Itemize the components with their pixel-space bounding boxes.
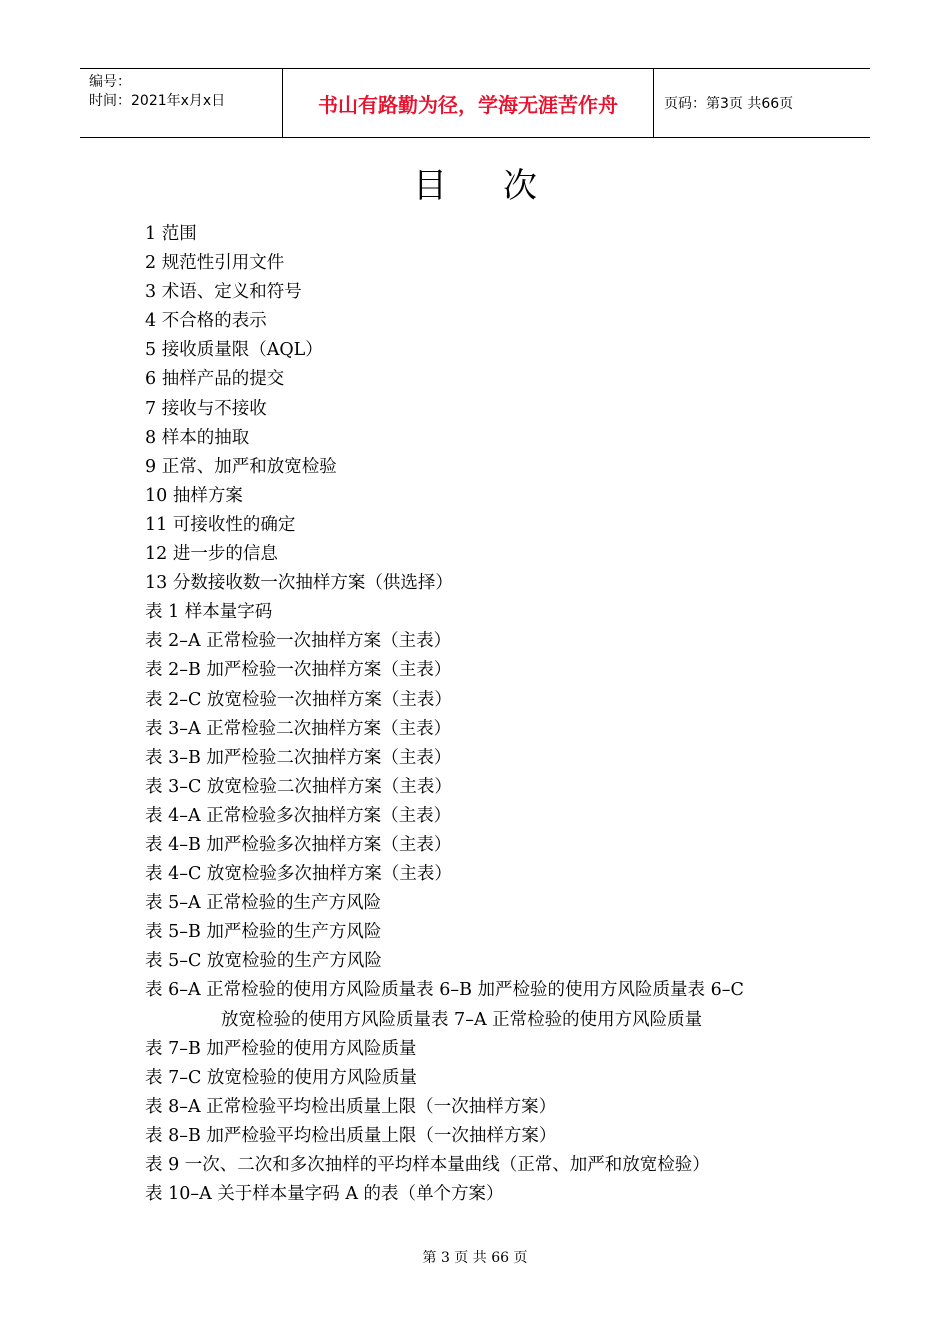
toc-item: 表 2–A 正常检验一次抽样方案（主表） [145,631,452,652]
toc-item: 表 4–C 放宽检验多次抽样方案（主表） [145,864,452,885]
toc-item: 表 3–B 加严检验二次抽样方案（主表） [145,747,452,768]
document-number: 编号： [89,74,131,90]
toc-item: 表 4–B 加严检验多次抽样方案（主表） [145,834,452,855]
header-motto: 书山有路勤为径，学海无涯苦作舟 [282,69,654,137]
toc-item: 表 9 一次、二次和多次抽样的平均样本量曲线（正常、加严和放宽检验） [145,1155,710,1175]
toc-item: 表 4–A 正常检验多次抽样方案（主表） [145,805,452,826]
toc-item: 11 可接收性的确定 [145,514,296,535]
toc-item: 2 规范性引用文件 [145,253,285,274]
toc-item: 表 8–A 正常检验平均检出质量上限（一次抽样方案） [145,1096,557,1117]
toc-item: 6 抽样产品的提交 [145,369,285,390]
toc-item: 5 接收质量限（AQL） [145,340,323,361]
toc-item: 表 5–A 正常检验的生产方风险 [145,893,382,914]
toc-item: 表 10–A 关于样本量字码 A 的表（单个方案） [145,1184,504,1205]
toc-item: 表 7–C 放宽检验的使用方风险质量 [145,1067,417,1088]
toc-item: 表 5–C 放宽检验的生产方风险 [145,951,382,972]
toc-item: 表 5–B 加严检验的生产方风险 [145,922,382,943]
document-date: 时间：2021年x月x日 [89,93,226,109]
header-meta [80,69,282,137]
toc-item: 1 范围 [145,224,197,244]
toc-item: 表 2–C 放宽检验一次抽样方案（主表） [145,689,452,710]
toc-item: 13 分数接收数一次抽样方案（供选择） [145,573,453,594]
toc-item: 表 6–A 正常检验的使用方风险质量表 6–B 加严检验的使用方风险质量表 6–C [145,980,744,1001]
toc-item: 表 3–C 放宽检验二次抽样方案（主表） [145,776,452,797]
header-page-info: 页码：第3页 共66页 [664,96,794,112]
toc-item: 12 进一步的信息 [145,544,278,565]
page-footer: 第 3 页 共 66 页 [422,1250,528,1266]
toc-item: 4 不合格的表示 [145,311,267,332]
page-header [80,68,870,138]
toc-item: 表 7–B 加严检验的使用方风险质量 [145,1038,417,1059]
toc-item: 表 2–B 加严检验一次抽样方案（主表） [145,660,452,681]
toc-item: 10 抽样方案 [145,485,243,506]
toc-item: 8 样本的抽取 [145,427,250,448]
toc-item: 表 8–B 加严检验平均检出质量上限（一次抽样方案） [145,1125,557,1146]
table-of-contents [145,220,825,1209]
toc-item: 放宽检验的使用方风险质量表 7–A 正常检验的使用方风险质量 [221,1009,703,1030]
toc-item: 3 术语、定义和符号 [145,282,302,303]
toc-item: 9 正常、加严和放宽检验 [145,456,337,477]
toc-item: 表 1 样本量字码 [145,602,273,623]
page-title: 目次 [413,166,593,206]
toc-item: 表 3–A 正常检验二次抽样方案（主表） [145,718,452,739]
toc-item: 7 接收与不接收 [145,398,267,419]
